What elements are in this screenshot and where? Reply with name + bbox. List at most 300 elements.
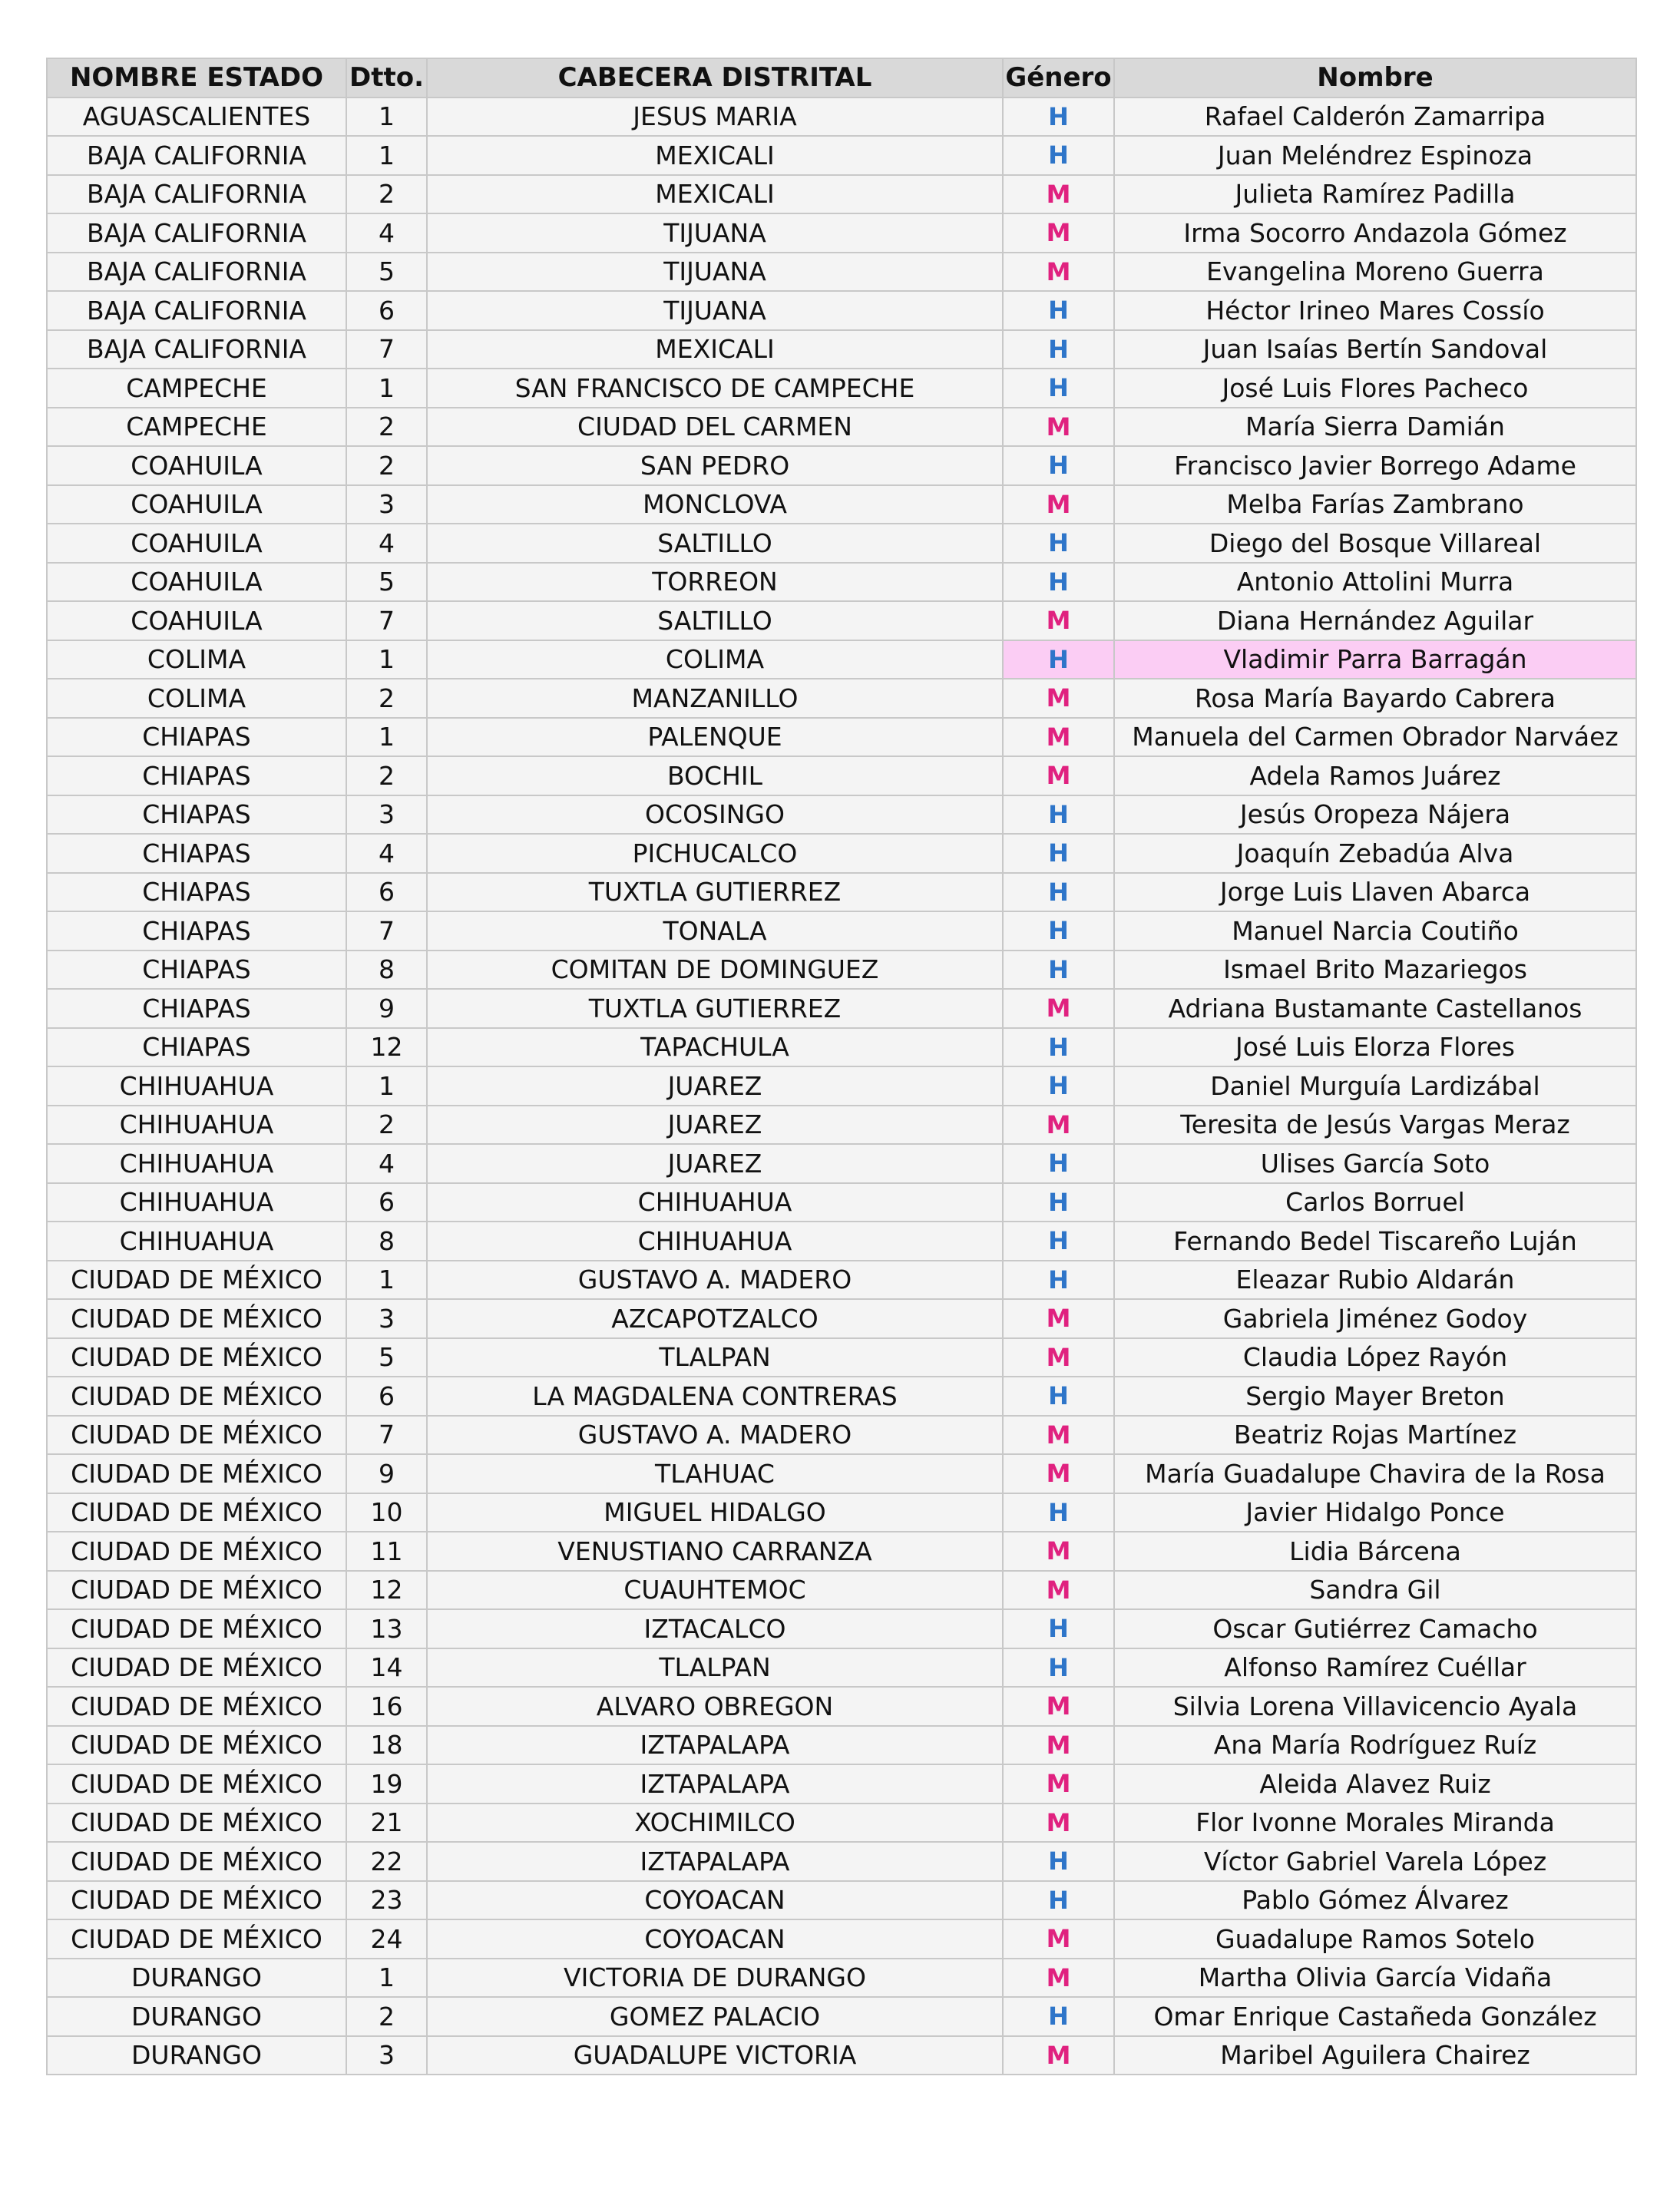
cell-genero: H [1003,136,1114,175]
table-row [47,485,1636,524]
cell-cabecera: TIJUANA [427,213,1003,253]
cell-cabecera: MIGUEL HIDALGO [427,1493,1003,1532]
cell-cabecera: IZTAPALAPA [427,1726,1003,1765]
cell-genero: H [1003,1648,1114,1688]
cell-genero: H [1003,1066,1114,1106]
cell-nombre: Evangelina Moreno Guerra [1114,253,1636,292]
cell-estado: CIUDAD DE MÉXICO [47,1261,346,1300]
cell-genero: M [1003,1687,1114,1726]
table-row [47,1842,1636,1881]
cell-estado: CIUDAD DE MÉXICO [47,1764,346,1804]
cell-genero: H [1003,1222,1114,1261]
cell-estado: CIUDAD DE MÉXICO [47,1454,346,1493]
cell-nombre: Aleida Alavez Ruiz [1114,1764,1636,1804]
cell-dtto: 1 [346,136,427,175]
cell-cabecera: COYOACAN [427,1919,1003,1959]
cell-cabecera: BOCHIL [427,756,1003,795]
cell-nombre: Ulises García Soto [1114,1144,1636,1183]
cell-dtto: 21 [346,1804,427,1843]
table-header [47,58,1636,98]
cell-genero: M [1003,1454,1114,1493]
cell-estado: COAHUILA [47,601,346,640]
cell-nombre: Rafael Calderón Zamarripa [1114,98,1636,137]
cell-nombre: María Guadalupe Chavira de la Rosa [1114,1454,1636,1493]
cell-cabecera: OCOSINGO [427,795,1003,835]
cell-genero: M [1003,1919,1114,1959]
header-genero: Género [1003,58,1114,98]
cell-genero: H [1003,1842,1114,1881]
cell-nombre: José Luis Flores Pacheco [1114,369,1636,408]
cell-estado: CIUDAD DE MÉXICO [47,1804,346,1843]
cell-dtto: 1 [346,98,427,137]
cell-cabecera: GUSTAVO A. MADERO [427,1261,1003,1300]
cell-dtto: 4 [346,834,427,873]
table-row [47,1959,1636,1998]
table-row [47,408,1636,447]
cell-cabecera: JUAREZ [427,1066,1003,1106]
cell-cabecera: CHIHUAHUA [427,1183,1003,1222]
cell-cabecera: IZTACALCO [427,1609,1003,1648]
cell-estado: DURANGO [47,2036,346,2075]
cell-genero: H [1003,563,1114,602]
cell-cabecera: PICHUCALCO [427,834,1003,873]
cell-estado: CIUDAD DE MÉXICO [47,1377,346,1416]
table-row [47,1764,1636,1804]
cell-nombre: Javier Hidalgo Ponce [1114,1493,1636,1532]
cell-dtto: 13 [346,1609,427,1648]
header-dtto: Dtto. [346,58,427,98]
cell-genero: H [1003,330,1114,369]
cell-dtto: 9 [346,1454,427,1493]
cell-cabecera: COYOACAN [427,1881,1003,1920]
cell-estado: CIUDAD DE MÉXICO [47,1493,346,1532]
table-row [47,136,1636,175]
cell-genero: H [1003,795,1114,835]
table-row [47,1261,1636,1300]
cell-dtto: 9 [346,989,427,1028]
table-row [47,601,1636,640]
table-row [47,911,1636,951]
cell-cabecera: TLALPAN [427,1648,1003,1688]
cell-genero: H [1003,1997,1114,2036]
table-row [47,1066,1636,1106]
table-row [47,1416,1636,1455]
cell-cabecera: SALTILLO [427,524,1003,563]
cell-estado: CHIHUAHUA [47,1066,346,1106]
table-row [47,213,1636,253]
cell-estado: CHIAPAS [47,873,346,912]
cell-cabecera: GOMEZ PALACIO [427,1997,1003,2036]
table-row [47,989,1636,1028]
table-body [47,98,1636,2075]
cell-cabecera: CHIHUAHUA [427,1222,1003,1261]
cell-genero: M [1003,1959,1114,1998]
cell-nombre: María Sierra Damián [1114,408,1636,447]
cell-estado: CHIAPAS [47,718,346,757]
cell-dtto: 23 [346,1881,427,1920]
cell-dtto: 18 [346,1726,427,1765]
cell-nombre: Adela Ramos Juárez [1114,756,1636,795]
cell-genero: H [1003,524,1114,563]
cell-genero: H [1003,1881,1114,1920]
cell-genero: H [1003,640,1114,679]
cell-dtto: 1 [346,640,427,679]
cell-estado: BAJA CALIFORNIA [47,253,346,292]
cell-nombre: Fernando Bedel Tiscareño Luján [1114,1222,1636,1261]
cell-genero: H [1003,1183,1114,1222]
cell-genero: M [1003,718,1114,757]
cell-dtto: 12 [346,1028,427,1067]
cell-genero: H [1003,291,1114,330]
cell-estado: COAHUILA [47,485,346,524]
header-nombre-estado: NOMBRE ESTADO [47,58,346,98]
table-row [47,718,1636,757]
cell-estado: COAHUILA [47,446,346,485]
cell-estado: BAJA CALIFORNIA [47,291,346,330]
table-row [47,1997,1636,2036]
cell-nombre: Francisco Javier Borrego Adame [1114,446,1636,485]
cell-estado: CIUDAD DE MÉXICO [47,1532,346,1571]
cell-cabecera: GUSTAVO A. MADERO [427,1416,1003,1455]
cell-estado: CHIAPAS [47,1028,346,1067]
cell-genero: M [1003,253,1114,292]
cell-genero: M [1003,989,1114,1028]
cell-estado: CIUDAD DE MÉXICO [47,1299,346,1338]
cell-nombre: Juan Isaías Bertín Sandoval [1114,330,1636,369]
header-cabecera-distrital: CABECERA DISTRITAL [427,58,1003,98]
cell-dtto: 10 [346,1493,427,1532]
cell-genero: M [1003,1764,1114,1804]
cell-cabecera: TORREON [427,563,1003,602]
cell-genero: M [1003,1804,1114,1843]
cell-estado: COLIMA [47,679,346,718]
cell-nombre: Vladimir Parra Barragán [1114,640,1636,679]
table-row [47,1222,1636,1261]
cell-cabecera: JUAREZ [427,1106,1003,1145]
cell-nombre: Silvia Lorena Villavicencio Ayala [1114,1687,1636,1726]
cell-dtto: 8 [346,1222,427,1261]
cell-estado: CIUDAD DE MÉXICO [47,1416,346,1455]
cell-nombre: Sandra Gil [1114,1571,1636,1610]
table-row [47,873,1636,912]
cell-genero: H [1003,834,1114,873]
table-row [47,1493,1636,1532]
table-row [47,291,1636,330]
table-row [47,1028,1636,1067]
cell-dtto: 2 [346,679,427,718]
table-row [47,1726,1636,1765]
table-row [47,1299,1636,1338]
cell-dtto: 16 [346,1687,427,1726]
cell-nombre: Adriana Bustamante Castellanos [1114,989,1636,1028]
cell-genero: H [1003,1028,1114,1067]
cell-dtto: 14 [346,1648,427,1688]
cell-cabecera: TLALPAN [427,1338,1003,1377]
cell-dtto: 24 [346,1919,427,1959]
cell-genero: M [1003,1338,1114,1377]
cell-cabecera: MEXICALI [427,330,1003,369]
cell-dtto: 2 [346,175,427,214]
table-row [47,1183,1636,1222]
cell-dtto: 19 [346,1764,427,1804]
cell-nombre: Jesús Oropeza Nájera [1114,795,1636,835]
cell-cabecera: TONALA [427,911,1003,951]
cell-nombre: Oscar Gutiérrez Camacho [1114,1609,1636,1648]
cell-nombre: Beatriz Rojas Martínez [1114,1416,1636,1455]
cell-genero: M [1003,2036,1114,2075]
cell-cabecera: SAN PEDRO [427,446,1003,485]
cell-genero: M [1003,756,1114,795]
table-row [47,253,1636,292]
cell-cabecera: MEXICALI [427,175,1003,214]
cell-dtto: 7 [346,601,427,640]
cell-cabecera: VICTORIA DE DURANGO [427,1959,1003,1998]
cell-estado: CIUDAD DE MÉXICO [47,1609,346,1648]
cell-genero: H [1003,1261,1114,1300]
cell-estado: CIUDAD DE MÉXICO [47,1726,346,1765]
cell-dtto: 2 [346,1997,427,2036]
cell-genero: M [1003,1416,1114,1455]
cell-estado: CHIHUAHUA [47,1183,346,1222]
cell-dtto: 2 [346,1106,427,1145]
cell-dtto: 4 [346,524,427,563]
table-row [47,2036,1636,2075]
cell-dtto: 8 [346,951,427,990]
cell-genero: M [1003,601,1114,640]
cell-dtto: 3 [346,2036,427,2075]
cell-estado: COAHUILA [47,524,346,563]
cell-nombre: Gabriela Jiménez Godoy [1114,1299,1636,1338]
cell-estado: COAHUILA [47,563,346,602]
cell-cabecera: COMITAN DE DOMINGUEZ [427,951,1003,990]
cell-cabecera: CIUDAD DEL CARMEN [427,408,1003,447]
table-row [47,369,1636,408]
cell-cabecera: TIJUANA [427,291,1003,330]
cell-nombre: Jorge Luis Llaven Abarca [1114,873,1636,912]
cell-genero: H [1003,98,1114,137]
table-row [47,524,1636,563]
cell-estado: BAJA CALIFORNIA [47,213,346,253]
cell-dtto: 4 [346,213,427,253]
cell-estado: CIUDAD DE MÉXICO [47,1687,346,1726]
cell-genero: M [1003,679,1114,718]
table-row [47,1106,1636,1145]
cell-genero: M [1003,485,1114,524]
cell-cabecera: CUAUHTEMOC [427,1571,1003,1610]
cell-estado: CHIAPAS [47,795,346,835]
cell-nombre: Daniel Murguía Lardizábal [1114,1066,1636,1106]
cell-genero: M [1003,1532,1114,1571]
diputados-table [46,58,1637,2075]
cell-dtto: 22 [346,1842,427,1881]
cell-nombre: Héctor Irineo Mares Cossío [1114,291,1636,330]
cell-nombre: Teresita de Jesús Vargas Meraz [1114,1106,1636,1145]
cell-nombre: Flor Ivonne Morales Miranda [1114,1804,1636,1843]
table-row [47,1454,1636,1493]
cell-genero: H [1003,951,1114,990]
cell-dtto: 6 [346,1377,427,1416]
cell-estado: CIUDAD DE MÉXICO [47,1881,346,1920]
cell-cabecera: MEXICALI [427,136,1003,175]
cell-estado: CHIHUAHUA [47,1144,346,1183]
cell-nombre: Diana Hernández Aguilar [1114,601,1636,640]
cell-dtto: 1 [346,369,427,408]
cell-estado: CIUDAD DE MÉXICO [47,1648,346,1688]
cell-genero: H [1003,369,1114,408]
cell-nombre: Ismael Brito Mazariegos [1114,951,1636,990]
cell-nombre: Sergio Mayer Breton [1114,1377,1636,1416]
cell-estado: BAJA CALIFORNIA [47,330,346,369]
table-row [47,563,1636,602]
table-row [47,1338,1636,1377]
cell-nombre: Víctor Gabriel Varela López [1114,1842,1636,1881]
cell-genero: M [1003,213,1114,253]
cell-cabecera: PALENQUE [427,718,1003,757]
cell-dtto: 2 [346,408,427,447]
cell-cabecera: TUXTLA GUTIERREZ [427,873,1003,912]
table-row [47,1609,1636,1648]
cell-dtto: 6 [346,873,427,912]
cell-cabecera: COLIMA [427,640,1003,679]
cell-estado: CHIAPAS [47,989,346,1028]
cell-dtto: 7 [346,330,427,369]
cell-dtto: 1 [346,1959,427,1998]
cell-dtto: 4 [346,1144,427,1183]
cell-genero: M [1003,1299,1114,1338]
cell-estado: CHIHUAHUA [47,1222,346,1261]
cell-nombre: Manuela del Carmen Obrador Narváez [1114,718,1636,757]
cell-nombre: Claudia López Rayón [1114,1338,1636,1377]
cell-nombre: Diego del Bosque Villareal [1114,524,1636,563]
cell-estado: CAMPECHE [47,369,346,408]
cell-cabecera: TIJUANA [427,253,1003,292]
cell-genero: H [1003,873,1114,912]
cell-estado: CHIAPAS [47,911,346,951]
cell-cabecera: LA MAGDALENA CONTRERAS [427,1377,1003,1416]
table-row [47,1687,1636,1726]
cell-dtto: 11 [346,1532,427,1571]
table-row [47,330,1636,369]
cell-genero: M [1003,175,1114,214]
cell-estado: CAMPECHE [47,408,346,447]
table-row [47,1648,1636,1688]
cell-dtto: 5 [346,1338,427,1377]
cell-cabecera: VENUSTIANO CARRANZA [427,1532,1003,1571]
cell-estado: DURANGO [47,1997,346,2036]
cell-genero: M [1003,1726,1114,1765]
cell-genero: H [1003,1377,1114,1416]
cell-nombre: Melba Farías Zambrano [1114,485,1636,524]
table-row [47,1144,1636,1183]
cell-dtto: 1 [346,1066,427,1106]
cell-dtto: 3 [346,485,427,524]
cell-cabecera: MONCLOVA [427,485,1003,524]
table-row [47,756,1636,795]
cell-nombre: Julieta Ramírez Padilla [1114,175,1636,214]
cell-nombre: Carlos Borruel [1114,1183,1636,1222]
cell-genero: M [1003,408,1114,447]
header-row [47,58,1636,98]
cell-nombre: Antonio Attolini Murra [1114,563,1636,602]
cell-cabecera: XOCHIMILCO [427,1804,1003,1843]
table-row [47,1377,1636,1416]
cell-dtto: 3 [346,795,427,835]
table-row [47,640,1636,679]
cell-genero: H [1003,1493,1114,1532]
table-row [47,1532,1636,1571]
cell-nombre: Joaquín Zebadúa Alva [1114,834,1636,873]
cell-dtto: 12 [346,1571,427,1610]
cell-dtto: 6 [346,1183,427,1222]
cell-dtto: 1 [346,718,427,757]
cell-cabecera: MANZANILLO [427,679,1003,718]
cell-nombre: Guadalupe Ramos Sotelo [1114,1919,1636,1959]
cell-nombre: Rosa María Bayardo Cabrera [1114,679,1636,718]
cell-dtto: 6 [346,291,427,330]
cell-nombre: Martha Olivia García Vidaña [1114,1959,1636,1998]
cell-cabecera: IZTAPALAPA [427,1842,1003,1881]
table-row [47,98,1636,137]
cell-estado: CHIHUAHUA [47,1106,346,1145]
cell-estado: CIUDAD DE MÉXICO [47,1338,346,1377]
table-row [47,1571,1636,1610]
cell-cabecera: JESUS MARIA [427,98,1003,137]
cell-dtto: 5 [346,563,427,602]
cell-nombre: Eleazar Rubio Aldarán [1114,1261,1636,1300]
cell-dtto: 1 [346,1261,427,1300]
cell-estado: CIUDAD DE MÉXICO [47,1842,346,1881]
cell-cabecera: SAN FRANCISCO DE CAMPECHE [427,369,1003,408]
cell-estado: CIUDAD DE MÉXICO [47,1919,346,1959]
cell-estado: AGUASCALIENTES [47,98,346,137]
table-row [47,795,1636,835]
cell-cabecera: AZCAPOTZALCO [427,1299,1003,1338]
cell-genero: M [1003,1106,1114,1145]
cell-nombre: Juan Meléndrez Espinoza [1114,136,1636,175]
document-page [46,58,1635,2075]
table-row [47,951,1636,990]
cell-estado: CHIAPAS [47,951,346,990]
cell-nombre: Alfonso Ramírez Cuéllar [1114,1648,1636,1688]
cell-dtto: 7 [346,1416,427,1455]
cell-nombre: Pablo Gómez Álvarez [1114,1881,1636,1920]
table-row [47,1919,1636,1959]
cell-dtto: 3 [346,1299,427,1338]
cell-cabecera: SALTILLO [427,601,1003,640]
table-row [47,446,1636,485]
table-row [47,679,1636,718]
cell-cabecera: ALVARO OBREGON [427,1687,1003,1726]
cell-cabecera: TLAHUAC [427,1454,1003,1493]
cell-nombre: Omar Enrique Castañeda González [1114,1997,1636,2036]
cell-genero: H [1003,911,1114,951]
cell-cabecera: TAPACHULA [427,1028,1003,1067]
cell-dtto: 2 [346,446,427,485]
table-row [47,1804,1636,1843]
table-row [47,1881,1636,1920]
cell-nombre: José Luis Elorza Flores [1114,1028,1636,1067]
cell-cabecera: JUAREZ [427,1144,1003,1183]
cell-genero: H [1003,1144,1114,1183]
table-row [47,834,1636,873]
cell-nombre: Manuel Narcia Coutiño [1114,911,1636,951]
cell-cabecera: TUXTLA GUTIERREZ [427,989,1003,1028]
cell-dtto: 2 [346,756,427,795]
cell-nombre: Maribel Aguilera Chairez [1114,2036,1636,2075]
header-nombre: Nombre [1114,58,1636,98]
cell-cabecera: IZTAPALAPA [427,1764,1003,1804]
cell-estado: BAJA CALIFORNIA [47,175,346,214]
